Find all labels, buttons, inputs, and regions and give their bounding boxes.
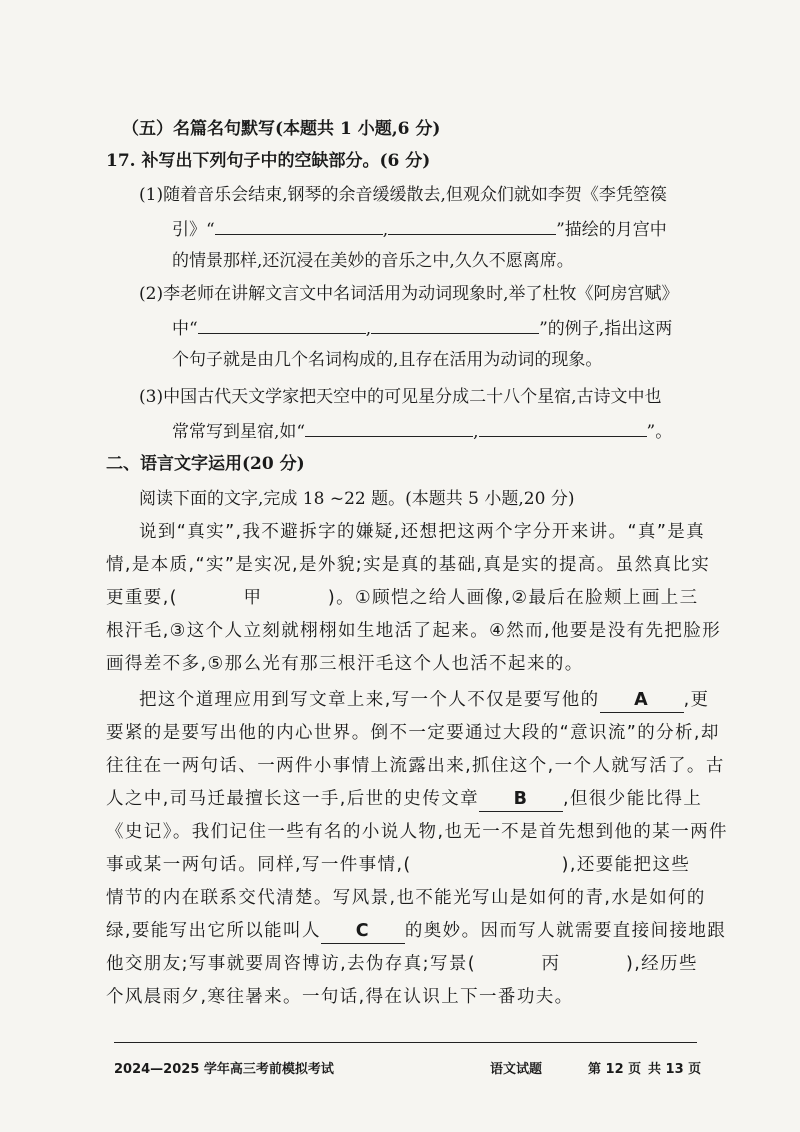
passage-line: 把这个道理应用到写文章上来,写一个人不仅是要写他的 A ,更 [139,688,709,713]
part2-heading: 二、语言文字运用(20 分) [106,454,305,474]
passage-line: 根汗毛,③这个人立刻就栩栩如生地活了起来。④然而,他要是没有先把脸形 [106,621,722,641]
blank-a[interactable]: A [600,688,684,713]
answer-blank[interactable] [371,315,539,334]
passage-line: 画得差不多,⑤那么光有那三根汗毛这个人也活不起来的。 [106,654,584,674]
footer-exam-name: 2024—2025 学年高三考前模拟考试 [114,1062,334,1077]
passage-line: 情,是本质,“实”是实况,是外貌;实是真的基础,真是实的提高。虽然真比实 [106,555,711,575]
passage-line: 说到“真实”,我不避拆字的嫌疑,还想把这两个字分开来讲。“真”是真 [139,522,706,542]
blank-marker-bing[interactable]: 丙 [541,954,561,974]
part2-instruction: 阅读下面的文字,完成 18 ~22 题。(本题共 5 小题,20 分) [139,489,575,509]
footer-rule [114,1042,697,1043]
question-17-title: 17. 补写出下列句子中的空缺部分。(6 分) [106,151,431,171]
passage-line: 更重要,( 甲 )。①顾恺之给人画像,②最后在脸颊上画上三 [106,588,699,608]
q17-item3-line1: (3)中国古代天文学家把天空中的可见星分成二十八个星宿,古诗文中也 [139,387,662,407]
passage-line: 他交朋友;写事就要周咨博访,去伪存真;写景( 丙 ),经历些 [106,954,698,974]
passage-line: 人之中,司马迁最擅长这一手,后世的史传文章 B ,但很少能比得上 [106,787,702,812]
passage-line: 要紧的是要写出他的内心世界。倒不一定要通过大段的“意识流”的分析,却 [106,723,720,743]
answer-blank[interactable] [215,216,383,235]
footer-subject: 语文试题 [490,1062,543,1077]
q17-item1-line3: 的情景那样,还沉浸在美妙的音乐之中,久久不愿离席。 [172,251,574,271]
q17-item2-line1: (2)李老师在讲解文言文中名词活用为动词现象时,举了杜牧《阿房宫赋》 [139,284,679,304]
footer-page-number: 第 12 页 [588,1062,642,1077]
blank-b[interactable]: B [479,787,563,812]
q17-item3-line2: 常常写到星宿,如“ , ”。 [172,418,672,444]
q17-item2-line2: 中“ , ”的例子,指出这两 [172,315,672,341]
blank-marker-jia[interactable]: 甲 [243,588,263,608]
answer-blank[interactable] [198,315,366,334]
passage-line: 往往在一两句话、一两件小事情上流露出来,抓住这个,一个人就写活了。古 [106,756,725,776]
blank-c[interactable]: C [321,919,405,944]
section-heading: （五）名篇名句默写(本题共 1 小题,6 分) [122,119,441,139]
footer-total-pages: 共 13 页 [648,1062,702,1077]
answer-blank[interactable] [479,418,647,437]
passage-line: 事或某一两句话。同样,写一件事情,( ),还要能把这些 [106,855,691,875]
passage-line: 个风晨雨夕,寒往暑来。一句话,得在认识上下一番功夫。 [106,987,574,1007]
answer-blank[interactable] [388,216,556,235]
q17-item2-line3: 个句子就是由几个名词构成的,且存在活用为动词的现象。 [172,350,603,370]
passage-line: 绿,要能写出它所以能叫人 C 的奥妙。因而写人就需要直接间接地跟 [106,919,726,944]
passage-line: 情节的内在联系交代清楚。写风景,也不能光写山是如何的青,水是如何的 [106,888,706,908]
passage-line: 《史记》。我们记住一些有名的小说人物,也无一不是首先想到他的某一两件 [106,822,728,842]
q17-item1-line1: (1)随着音乐会结束,钢琴的余音缓缓散去,但观众们就如李贺《李凭箜篌 [139,185,667,205]
q17-item1-line2: 引》“ , ”描绘的月宫中 [172,216,667,242]
answer-blank[interactable] [305,418,473,437]
